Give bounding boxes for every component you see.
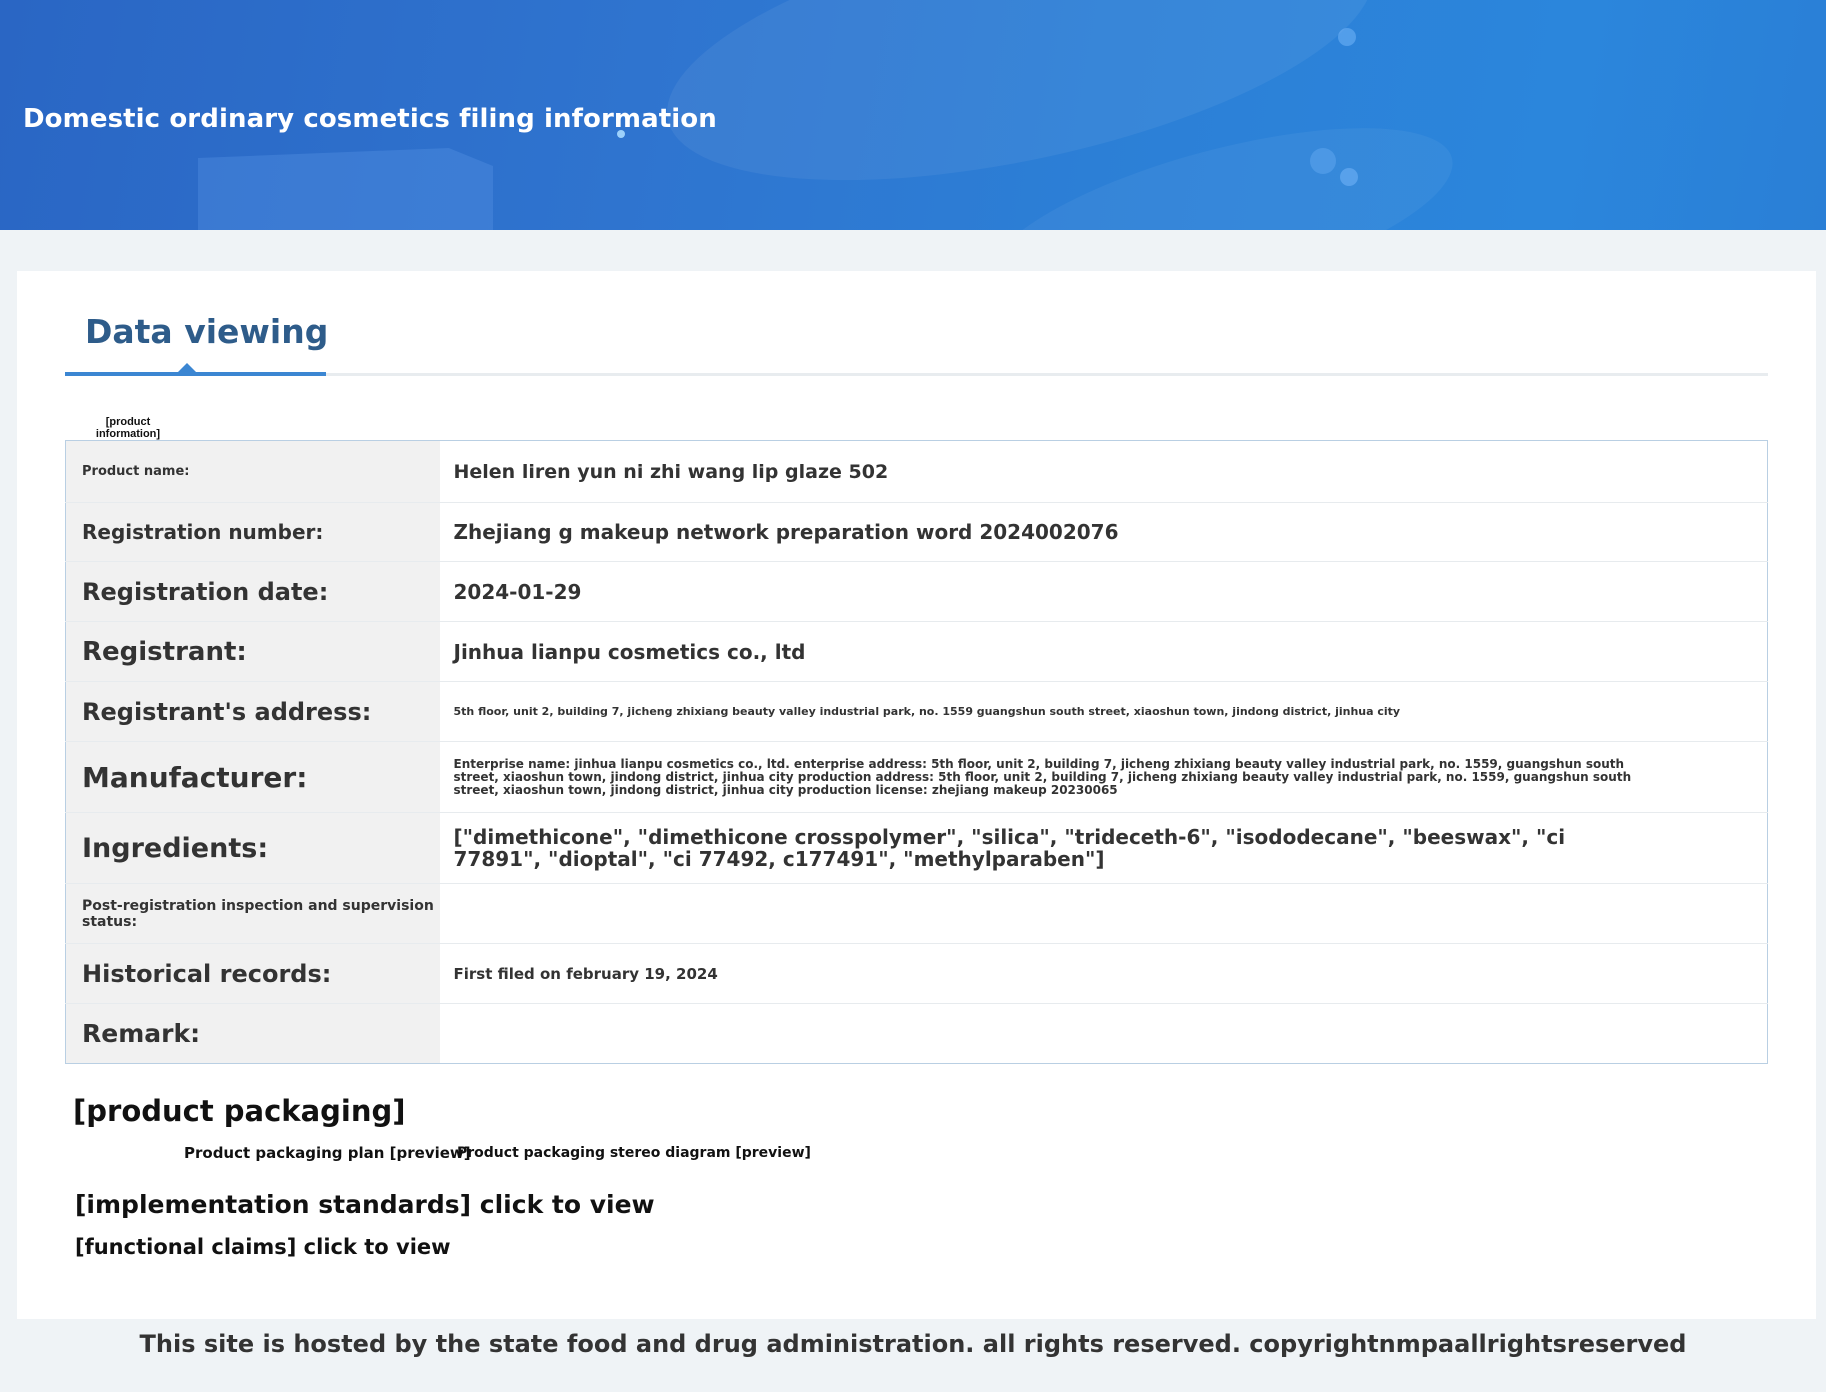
packaging-plan-preview-link[interactable]: Product packaging plan [preview] bbox=[184, 1144, 471, 1162]
row-label: Registrant's address: bbox=[66, 682, 440, 742]
historical-records-value: First filed on february 19, 2024 bbox=[440, 944, 1768, 1004]
row-label: Registration date: bbox=[66, 562, 440, 622]
footer-copyright: This site is hosted by the state food and drug administration. all rights reserved. copyrightnmpaallrightsreserved bbox=[139, 1330, 1687, 1358]
registration-date-value: 2024-01-29 bbox=[440, 562, 1768, 622]
row-label: Registrant: bbox=[66, 622, 440, 682]
caret-up-icon bbox=[177, 363, 197, 373]
product-info-table bbox=[65, 440, 1768, 1064]
registrant-address-value: 5th floor, unit 2, building 7, jicheng zhixiang beauty valley industrial park, no. 1559 guangshun south street, xiaoshun town, jindong district, jinhua city bbox=[440, 682, 1768, 742]
table-row bbox=[66, 503, 1768, 562]
product-name-value: Helen liren yun ni zhi wang lip glaze 502 bbox=[440, 441, 1768, 503]
row-label: Remark: bbox=[66, 1004, 440, 1064]
table-row bbox=[66, 944, 1768, 1004]
supervision-status-value bbox=[440, 884, 1768, 944]
packaging-heading: [product packaging] bbox=[73, 1094, 406, 1128]
banner-decoration bbox=[1310, 148, 1336, 174]
row-label: Ingredients: bbox=[66, 813, 440, 884]
table-row bbox=[66, 622, 1768, 682]
row-label: Post-registration inspection and supervision status: bbox=[66, 884, 440, 944]
registration-number-value: Zhejiang g makeup network preparation word 2024002076 bbox=[440, 503, 1768, 562]
product-info-label: [product information] bbox=[95, 416, 161, 440]
tab-data-viewing[interactable]: Data viewing bbox=[85, 312, 329, 351]
ingredients-value: ["dimethicone", "dimethicone crosspolymer", "silica", "trideceth-6", "isododecane", "beeswax", "ci 77891", "dioptal", "ci 77492, c177491", "methylparaben"] bbox=[440, 813, 1768, 884]
table-row bbox=[66, 682, 1768, 742]
packaging-stereo-preview-link[interactable]: Product packaging stereo diagram [preview] bbox=[457, 1145, 811, 1161]
functional-claims-link[interactable]: [functional claims] click to view bbox=[75, 1235, 451, 1259]
implementation-standards-link[interactable]: [implementation standards] click to view bbox=[75, 1190, 655, 1219]
banner-decoration bbox=[198, 148, 493, 230]
table-row bbox=[66, 1004, 1768, 1064]
header-banner bbox=[0, 0, 1826, 230]
row-label: Product name: bbox=[66, 441, 440, 503]
table-row bbox=[66, 441, 1768, 503]
table-row bbox=[66, 884, 1768, 944]
row-label: Registration number: bbox=[66, 503, 440, 562]
row-label: Manufacturer: bbox=[66, 742, 440, 813]
table-row bbox=[66, 562, 1768, 622]
page-title: Domestic ordinary cosmetics filing information bbox=[23, 104, 717, 134]
row-label: Historical records: bbox=[66, 944, 440, 1004]
registrant-value: Jinhua lianpu cosmetics co., ltd bbox=[440, 622, 1768, 682]
manufacturer-value: Enterprise name: jinhua lianpu cosmetics co., ltd. enterprise address: 5th floor, unit 2, building 7, jicheng zhixiang beauty valley industrial park, no. 1559, guangshun south street, xiaoshun town, jindong district, jinhua city production address: 5th floor, unit 2, building 7, jicheng zhixiang beauty valley industrial park, no. 1559, guangshun south street, xiaoshun town, jindong district, jinhua city production license: zhejiang makeup 20230065 bbox=[440, 742, 1768, 813]
banner-decoration bbox=[1340, 168, 1358, 186]
remark-value bbox=[440, 1004, 1768, 1064]
table-row bbox=[66, 742, 1768, 813]
table-row bbox=[66, 813, 1768, 884]
banner-decoration bbox=[1338, 28, 1356, 46]
